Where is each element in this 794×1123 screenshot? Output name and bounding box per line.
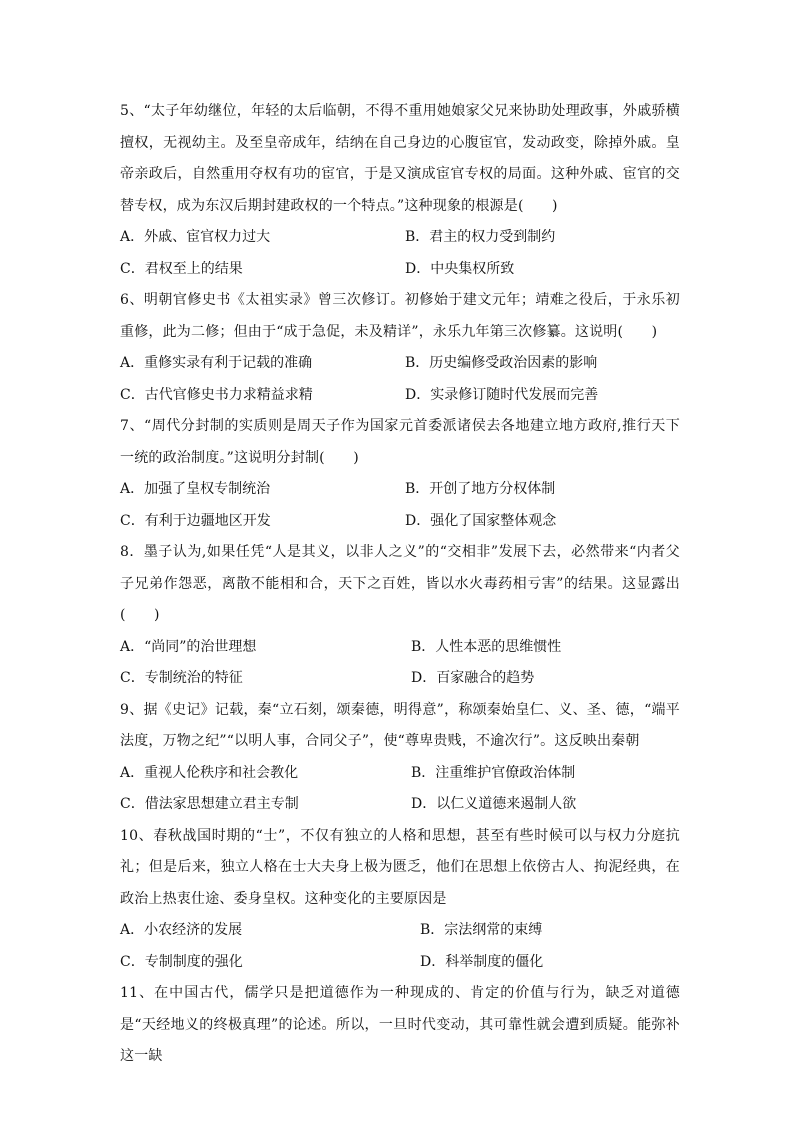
options-group bbox=[120, 348, 680, 411]
option-b: B．宗法纲常的束缚 bbox=[420, 922, 543, 938]
exam-page bbox=[120, 96, 680, 1073]
option-d: D．百家融合的趋势 bbox=[411, 670, 535, 686]
question-stem: 7、“周代分封制的实质则是周天子作为国家元首委派诸侯去各地建立地方政府,推行天下一统的政治制度。”这说明分封制( ) bbox=[120, 418, 680, 466]
question-10 bbox=[120, 821, 680, 979]
question-9 bbox=[120, 695, 680, 821]
option-b: B．注重维护官僚政治体制 bbox=[411, 764, 576, 781]
option-b: B．君主的权力受到制约 bbox=[405, 229, 556, 245]
options-group bbox=[120, 758, 680, 821]
question-8 bbox=[120, 537, 680, 695]
option-c: C．专制统治的特征 bbox=[120, 670, 243, 686]
options-group bbox=[120, 474, 680, 537]
option-d: D．实录修订随时代发展而完善 bbox=[405, 386, 599, 403]
option-a: A．小农经济的发展 bbox=[120, 922, 243, 938]
question-stem: 6、明朝官修史书《太祖实录》曾三次修订。初修始于建文元年；靖难之役后，于永乐初重修，此为二修；但由于“成于急促，未及精详”，永乐九年第三次修纂。这说明( ) bbox=[120, 292, 680, 340]
options-group bbox=[120, 915, 680, 978]
option-d: D．中央集权所致 bbox=[405, 260, 515, 277]
option-a: A．重修实录有利于记载的准确 bbox=[120, 355, 313, 371]
option-a: A．重视人伦秩序和社会教化 bbox=[120, 764, 299, 781]
question-stem: 5、“太子年幼继位，年轻的太后临朝，不得不重用她娘家父兄来协助处理政事，外戚骄横擅权，无视幼主。及至皇帝成年，结纳在自己身边的心腹宦官，发动政变，除掉外戚。皇帝亲政后，自然重用夺权有功的宦官，于是又演成宦官专权的局面。这种外戚、宦官的交替专权，成为东汉后期封建政权的一个特点。”这种现象的根源是( ) bbox=[120, 103, 680, 214]
option-d: D．强化了国家整体观念 bbox=[405, 512, 557, 529]
option-b: B．开创了地方分权体制 bbox=[405, 481, 556, 497]
option-b: B．人性本恶的思维惯性 bbox=[411, 638, 562, 655]
option-c: C．专制制度的强化 bbox=[120, 953, 243, 970]
option-a: A．外戚、宦官权力过大 bbox=[120, 229, 271, 245]
options-group bbox=[120, 222, 680, 285]
option-c: C．古代官修史书力求精益求精 bbox=[120, 386, 313, 403]
option-c: C．君权至上的结果 bbox=[120, 260, 243, 277]
options-group bbox=[120, 632, 680, 695]
option-a: A．“尚同”的治世理想 bbox=[120, 638, 257, 655]
question-7 bbox=[120, 411, 680, 537]
question-stem: 11、在中国古代，儒学只是把道德作为一种现成的、肯定的价值与行为，缺乏对道德是“天经地义的终极真理”的论述。所以，一旦时代变动，其可靠性就会遭到质疑。能弥补这一缺 bbox=[120, 985, 680, 1064]
option-c: C．借法家思想建立君主专制 bbox=[120, 796, 299, 812]
question-stem: 9、据《史记》记载，秦“立石刻，颂秦德，明得意”，称颂秦始皇仁、义、圣、德，“端平法度，万物之纪”“以明人事，合同父子”，使“尊卑贵贱，不逾次行”。这反映出秦朝 bbox=[120, 701, 680, 749]
question-6 bbox=[120, 285, 680, 411]
question-stem: 10、春秋战国时期的“士”，不仅有独立的人格和思想，甚至有些时候可以与权力分庭抗礼；但是后来，独立人格在士大夫身上极为匮乏，他们在思想上依傍古人、拘泥经典，在政治上热衷仕途、委身皇权。这种变化的主要原因是 bbox=[120, 827, 680, 907]
question-5 bbox=[120, 96, 680, 285]
question-11 bbox=[120, 978, 680, 1073]
option-a: A．加强了皇权专制统治 bbox=[120, 481, 271, 497]
option-b: B．历史编修受政治因素的影响 bbox=[405, 355, 598, 371]
option-c: C．有利于边疆地区开发 bbox=[120, 512, 271, 529]
option-d: D．以仁义道德来遏制人欲 bbox=[411, 796, 577, 812]
question-stem: 8．墨子认为,如果任凭“人是其义，以非人之义”的“交相非”发展下去，必然带来“内者父子兄弟作怨恶，离散不能相和合，天下之百姓，皆以水火毒药相亏害”的结果。这显露出( ) bbox=[120, 544, 680, 623]
option-d: D．科举制度的僵化 bbox=[420, 953, 544, 970]
